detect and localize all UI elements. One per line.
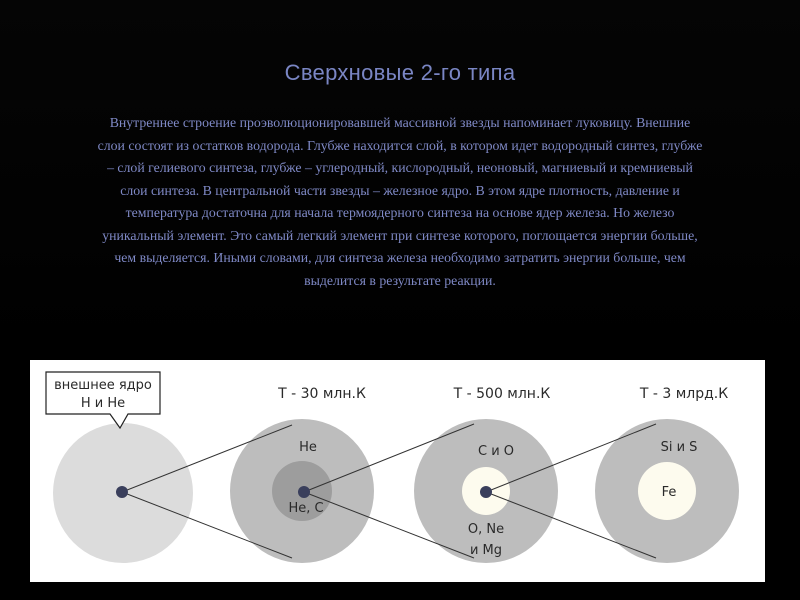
temperature-label: T - 3 млрд.К bbox=[639, 386, 729, 402]
core-element-label: и Mg bbox=[469, 543, 503, 558]
body-paragraph bbox=[22, 112, 778, 292]
zoom-origin-dot bbox=[480, 486, 492, 498]
zoom-origin-dot bbox=[298, 486, 310, 498]
temperature-label: T - 500 млн.К bbox=[453, 386, 551, 402]
diagram-svg bbox=[30, 360, 765, 582]
temperature-label: T - 30 млн.К bbox=[278, 386, 366, 402]
body-line: слои состоят из остатков водорода. Глубже находится слой, в котором идет водородный синтез, глубже bbox=[97, 137, 703, 153]
body-line: уникальный элемент. Это самый легкий элемент при синтезе которого, поглощается энергии больше, bbox=[102, 227, 698, 243]
body-line: слои синтеза. В центральной части звезды – железное ядро. В этом ядре плотность, давление и bbox=[120, 182, 680, 198]
body-line: чем выделяется. Иными словами, для синтеза железа необходимо затратить энергии больше, чем bbox=[114, 250, 686, 265]
core-element-label: O, Ne bbox=[467, 522, 505, 537]
body-line: выделится в результате реакции. bbox=[304, 272, 496, 288]
layer-element-label: C и O bbox=[477, 444, 515, 459]
core-element-label: Fe bbox=[661, 485, 677, 500]
core-element-label: He, C bbox=[288, 501, 324, 516]
body-line: температура достаточна для начала термоядерного синтеза на основе ядер железа. Но железо bbox=[125, 205, 675, 220]
callout-elements-label: H и He bbox=[80, 396, 126, 411]
layer-element-label: He bbox=[299, 440, 317, 455]
layer-element-label: Si и S bbox=[660, 440, 698, 455]
star-structure-diagram bbox=[30, 360, 765, 582]
body-line: – слой гелиевого синтеза, глубже – углеродный, кислородный, неоновый, магниевый и кремниевый bbox=[107, 160, 693, 175]
callout-label: внешнее ядро bbox=[54, 378, 152, 393]
zoom-origin-dot bbox=[116, 486, 128, 498]
body-line: Внутреннее строение проэволюционировавшей массивной звезды напоминает луковицу. Внешние bbox=[109, 115, 691, 130]
slide-title: Сверхновые 2-го типа bbox=[284, 60, 516, 85]
